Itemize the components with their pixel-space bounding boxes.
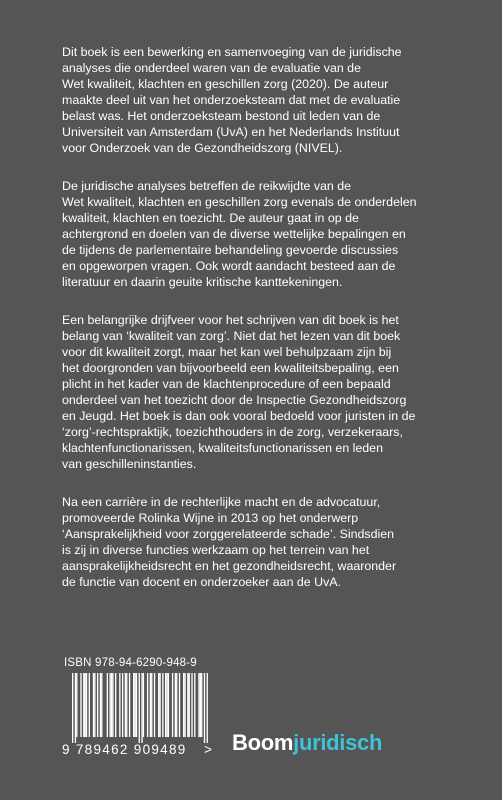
text-line: het doorgronden van bijvoorbeeld een kwaliteitsbepaling, een	[62, 361, 399, 375]
text-line: ‘Aansprakelijkheid voor zorggerelateerde schade’. Sindsdien	[62, 527, 394, 541]
text-line: de functie van docent en onderzoeker aan de UvA.	[62, 575, 341, 589]
blurb-paragraph-4	[62, 494, 452, 590]
isbn-label: ISBN 978-94-6290-948-9	[64, 657, 197, 669]
text-line: maakte deel uit van het onderzoeksteam dat met de evaluatie	[62, 93, 401, 107]
blurb-paragraph-3	[62, 312, 452, 472]
text-line: belang van ‘kwaliteit van zorg’. Niet dat het lezen van dit boek	[62, 329, 401, 343]
text-line: literatuur en daarin geuite kritische kanttekeningen.	[62, 275, 343, 289]
text-line: Dit boek is een bewerking en samenvoeging van de juridische	[62, 45, 402, 59]
text-line: Universiteit van Amsterdam (UvA) en het Nederlands Instituut	[62, 125, 400, 139]
text-line: analyses die onderdeel waren van de evaluatie van de	[62, 61, 361, 75]
text-line: klachtenfunctionarissen, kwaliteitsfunctionarissen en leden	[62, 441, 383, 455]
text-line: Wet kwaliteit, klachten en geschillen zorg (2020). De auteur	[62, 77, 389, 91]
text-line: ‘zorg’-rechtspraktijk, toezichthouders in de zorg, verzekeraars,	[62, 425, 403, 439]
text-line: voor dit kwaliteit zorgt, maar het kan wel behulpzaam zijn bij	[62, 345, 392, 359]
text-line: voor Onderzoek van de Gezondheidszorg (NIVEL).	[62, 141, 343, 155]
barcode-arrow: >	[204, 742, 212, 757]
text-line: Een belangrijke drijfveer voor het schrijven van dit boek is het	[62, 313, 399, 327]
text-line: en opgeworpen vragen. Ook wordt aandacht besteed aan de	[62, 259, 396, 273]
publisher-logo-boom: Boom	[232, 730, 294, 755]
text-line: van geschilleninstanties.	[62, 457, 197, 471]
text-line: plicht in het kader van de klachtenprocedure of een bepaald	[62, 377, 391, 391]
blurb-paragraph-2	[62, 178, 452, 290]
text-line: Wet kwaliteit, klachten en geschillen zorg evenals de onderdelen	[62, 195, 417, 209]
text-line: en Jeugd. Het boek is dan ook vooral bedoeld voor juristen in de	[62, 409, 416, 423]
blurb	[62, 44, 452, 612]
text-line: Na een carrière in de rechterlijke macht en de advocatuur,	[62, 495, 381, 509]
text-line: onderdeel van het toezicht door de Inspectie Gezondheidszorg	[62, 393, 407, 407]
barcode-digits: 9 789462 909489	[62, 742, 187, 757]
text-line: belast was. Het onderzoeksteam bestond uit leden van de	[62, 109, 381, 123]
text-line: kwaliteit, klachten en toezicht. De auteur gaat in op de	[62, 211, 359, 225]
blurb-paragraph-1	[62, 44, 452, 156]
text-line: promoveerde Rolinka Wijne in 2013 op het onderwerp	[62, 511, 359, 525]
publisher-logo	[232, 730, 382, 756]
text-line: de tijdens de parlementaire behandeling gevoerde discussies	[62, 243, 399, 257]
barcode-icon	[62, 673, 208, 743]
text-line: De juridische analyses betreffen de reikwijdte van de	[62, 179, 352, 193]
text-line: aansprakelijkheidsrecht en het gezondheidsrecht, waaronder	[62, 559, 397, 573]
text-line: achtergrond en doelen van de diverse wettelijke bepalingen en	[62, 227, 406, 241]
text-line: is zij in diverse functies werkzaam op het terrein van het	[62, 543, 370, 557]
publisher-logo-juridisch: juridisch	[293, 730, 383, 755]
